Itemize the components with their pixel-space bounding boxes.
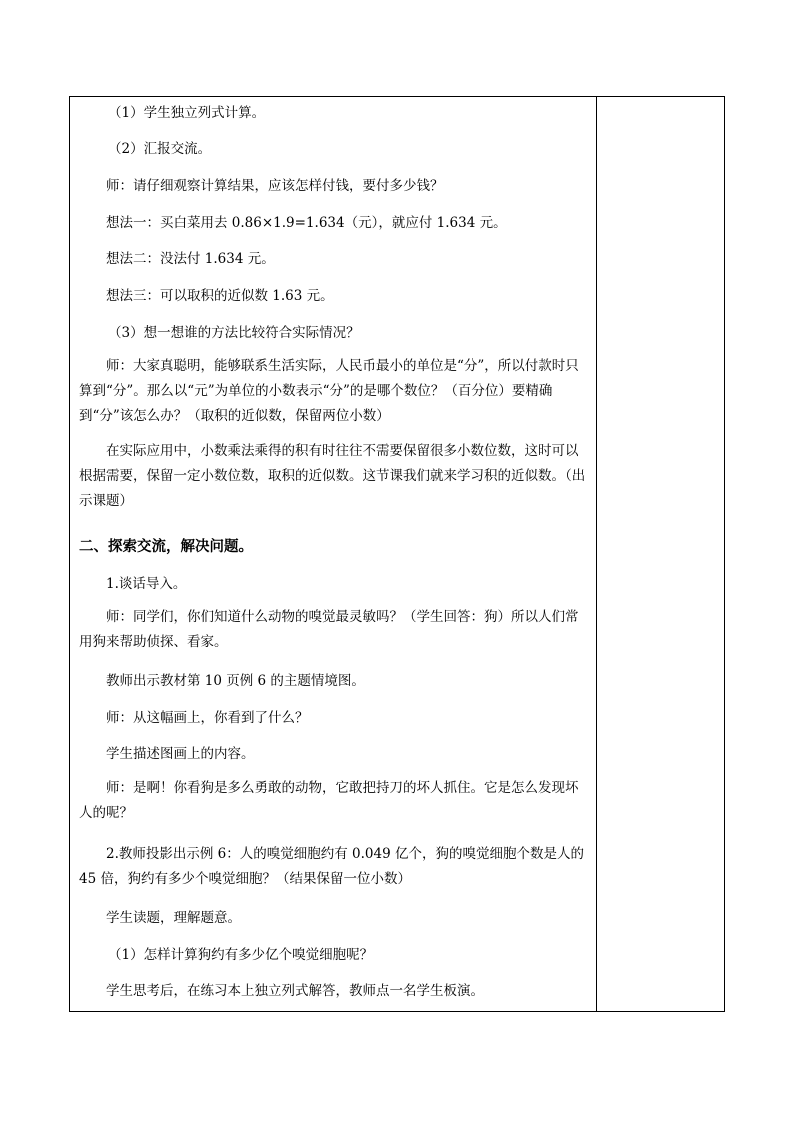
student-solve-text: 学生思考后，在练习本上独立列式解答，教师点一名学生板演。 xyxy=(106,983,484,999)
idea-3-text: 想法三：可以取积的近似数 1.63 元。 xyxy=(106,288,334,304)
step-1-text: （1）学生独立列式计算。 xyxy=(108,105,266,121)
show-picture-text: 教师出示教材第 10 页例 6 的主题情境图。 xyxy=(106,673,365,689)
step-2-text: （2）汇报交流。 xyxy=(108,141,212,157)
intro-talk-text: 1.谈话导入。 xyxy=(106,576,187,592)
idea-1-text: 想法一：买白菜用去 0.86×1.9=1.634（元），就应付 1.634 元。 xyxy=(106,215,507,231)
lesson-table xyxy=(69,96,725,1012)
step-calc-question-text: （1）怎样计算狗约有多少亿个嗅觉细胞呢？ xyxy=(108,947,374,963)
lesson-content-cell xyxy=(70,97,597,1011)
teacher-praise-paragraph: 师：大家真聪明，能够联系生活实际，人民币最小的单位是“分”，所以付款时只算到“分”。那么以“元”为单位的小数表示“分”的是哪个数位？（百分位）要精确到“分”该怎么办？（取积的近似数，保留两位小数） xyxy=(79,358,579,424)
practical-application-paragraph: 在实际应用中，小数乘法乘得的积有时往往不需要保留很多小数位数，这时可以根据需要，保留一定小数位数，取积的近似数。这节课我们就来学习积的近似数。（出示课题） xyxy=(79,443,586,509)
example-6-paragraph: 2.教师投影出示例 6：人的嗅觉细胞约有 0.049 亿个，狗的嗅觉细胞个数是人的 45 倍，狗约有多少个嗅觉细胞？（结果保留一位小数） xyxy=(79,846,584,887)
section-two-heading: 二、探索交流，解决问题。 xyxy=(79,538,253,555)
step-3-text: （3）想一想谁的方法比较符合实际情况？ xyxy=(108,325,360,341)
teacher-brave-dog-paragraph: 师：是啊！你看狗是多么勇敢的动物，它敢把持刀的坏人抓住。它是怎么发现坏人的呢？ xyxy=(79,780,579,821)
student-read-text: 学生读题，理解题意。 xyxy=(106,910,241,926)
teacher-question-text: 师：请仔细观察计算结果，应该怎样付钱，要付多少钱？ xyxy=(106,178,444,194)
teacher-dog-question-paragraph: 师：同学们，你们知道什么动物的嗅觉最灵敏吗？（学生回答：狗）所以人们常用狗来帮助侦探、看家。 xyxy=(79,609,579,650)
teacher-ask-text: 师：从这幅画上，你看到了什么？ xyxy=(106,710,309,726)
student-describe-text: 学生描述图画上的内容。 xyxy=(106,746,255,762)
notes-cell xyxy=(597,97,724,1011)
idea-2-text: 想法二：没法付 1.634 元。 xyxy=(106,251,275,267)
